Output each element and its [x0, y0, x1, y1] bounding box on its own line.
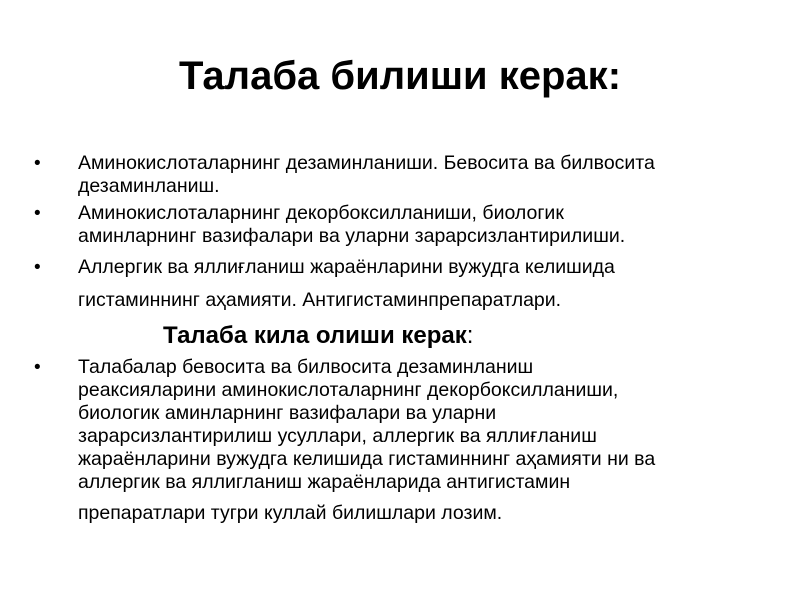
bullet-item [34, 256, 774, 312]
bullet-line: Аминокислоталарнинг дезаминланиши. Бевосита ва билвосита [78, 152, 655, 174]
bullet-item [34, 202, 774, 248]
subtitle-text: Талаба кила олиши керак [163, 322, 467, 349]
bullet-line: биологик аминларнинг вазифалари ва уларни [78, 402, 497, 424]
bullet-dot-icon: • [34, 203, 41, 224]
slide-title: Талаба билиши керак: [178, 54, 622, 98]
bullet-line: жараёнларини вужудга келишида гистаминнинг аҳамияти ни ва [78, 448, 656, 470]
bullet-line: реаксияларини аминокислоталарнинг декорбоксилланиши, [78, 379, 619, 401]
bullet-item [34, 356, 774, 525]
bullet-line: аллергик ва яллиглaниш жараёнларида антигистамин [78, 471, 571, 493]
section-subtitle [34, 321, 774, 351]
bullet-line: гистаминнинг аҳамияти. Антигистаминпрепаратлари. [78, 289, 562, 311]
bullet-line: Аминокислоталарнинг декорбоксилланиши, биологик [78, 202, 564, 224]
bullet-line: препаратлари тугри куллай билишлари лозим. [78, 502, 503, 524]
subtitle-colon: : [466, 322, 474, 349]
bullet-item [34, 152, 774, 198]
bullet-line: Аллергик ва яллиғланиш жараёнларини вужудга келишида [78, 256, 615, 278]
bullet-line: Талабалар бевосита ва билвосита дезаминланиш [78, 356, 534, 378]
bullet-line: зарарсизлантирилиш усуллари, аллергик ва яллиғланиш [78, 425, 597, 447]
bullet-list [34, 152, 774, 525]
bullet-dot-icon: • [34, 357, 41, 378]
bullet-line: дезаминланиш. [78, 175, 220, 197]
bullet-line: аминларнинг вазифалари ва уларни зарарсизлантирилиши. [78, 225, 626, 247]
bullet-dot-icon: • [34, 153, 41, 174]
bullet-dot-icon: • [34, 257, 41, 278]
